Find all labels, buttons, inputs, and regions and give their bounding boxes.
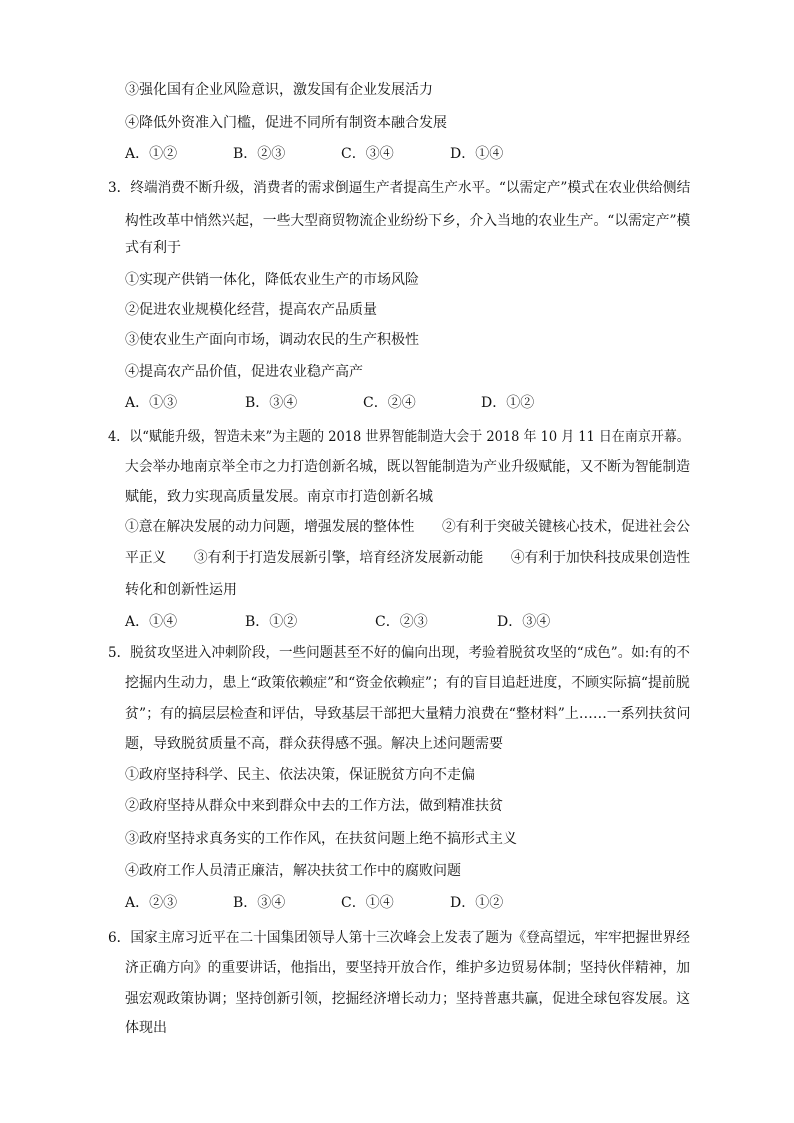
q3-option-4: ④提高农产品价值，促进农业稳产高产 [125, 364, 363, 380]
q4-stem-line-3: 赋能，致力实现高质量发展。南京市打造创新名城 [125, 489, 433, 505]
q3-stem-line-3: 式有利于 [125, 240, 181, 256]
q3-choice-b: B．③④ [245, 395, 298, 411]
q5-choice-c: C．①④ [341, 895, 394, 911]
q2-choice-d: D．①④ [450, 146, 504, 162]
q2-option-3: ③强化国有企业风险意识，激发国有企业发展活力 [125, 82, 433, 98]
q4-option-line-2: 平正义 ③有利于打造发展新引擎，培育经济发展新动能 ④有利于加快科技成果创造性 [125, 550, 690, 566]
q2-choice-a: A．①② [125, 146, 178, 162]
q5-stem-line-4: 题，导致脱贫质量不高，群众获得感不强。解决上述问题需要 [125, 736, 503, 752]
q3-stem-line-1: 3．终端消费不断升级，消费者的需求倒逼生产者提高生产水平。“以需定产”模式在农业供给侧结 [108, 180, 691, 196]
q4-option-line-1: ①意在解决发展的动力问题，增强发展的整体性 ②有利于突破关键核心技术，促进社会公 [125, 519, 690, 535]
q5-option-4: ④政府工作人员清正廉洁，解决扶贫工作中的腐败问题 [125, 863, 461, 879]
q3-option-3: ③使农业生产面向市场，调动农民的生产积极性 [125, 332, 419, 348]
q4-stem-line-1: 4．以“赋能升级，智造未来”为主题的 2018 世界智能制造大会于 2018 年 10 月 11 日在南京开幕。 [108, 429, 690, 445]
q5-stem-line-2: 挖掘内生动力，患上“政策依赖症”和“资金依赖症”；有的盲目追赶进度，不顾实际搞“提前脱 [125, 675, 690, 691]
q3-choice-d: D．①② [481, 395, 535, 411]
q5-option-3: ③政府坚持求真务实的工作作风，在扶贫问题上绝不搞形式主义 [125, 831, 517, 847]
q4-choice-a: A．①④ [125, 614, 178, 630]
q4-choice-b: B．①② [245, 614, 298, 630]
q2-option-4: ④降低外资准入门槛，促进不同所有制资本融合发展 [125, 115, 447, 131]
q5-option-1: ①政府坚持科学、民主、依法决策，保证脱贫方向不走偏 [125, 767, 475, 783]
q6-stem-line-4: 体现出 [125, 1020, 167, 1036]
q5-choice-d: D．①② [450, 895, 504, 911]
q5-choice-a: A．②③ [125, 895, 178, 911]
q5-choice-b: B．③④ [233, 895, 286, 911]
q5-stem-line-1: 5．脱贫攻坚进入冲刺阶段，一些问题甚至不好的偏向出现，考验着脱贫攻坚的“成色”。如:有的不 [108, 645, 690, 661]
q4-stem-line-2: 大会举办地南京举全市之力打造创新名城，既以智能制造为产业升级赋能，又不断为智能制造 [125, 459, 690, 475]
q2-choice-b: B．②③ [233, 146, 286, 162]
q5-stem-line-3: 贫”；有的搞层层检查和评估，导致基层干部把大量精力浪费在“整材料”上……一系列扶贫问 [125, 706, 691, 722]
q3-choice-c: C．②④ [363, 395, 416, 411]
q6-stem-line-3: 强宏观政策协调；坚持创新引领，挖掘经济增长动力；坚持普惠共赢，促进全球包容发展。这 [125, 991, 690, 1007]
q6-stem-line-1: 6．国家主席习近平在二十国集团领导人第十三次峰会上发表了题为《登高望远，牢牢把握世界经 [108, 930, 690, 946]
q2-choice-c: C．③④ [341, 146, 394, 162]
q6-stem-line-2: 济正确方向》的重要讲话，他指出，要坚持开放合作，维护多边贸易体制；坚持伙伴精神，加 [125, 960, 690, 976]
q3-stem-line-2: 构性改革中悄然兴起，一些大型商贸物流企业纷纷下乡，介入当地的农业生产。“以需定产”模 [125, 213, 691, 229]
q4-option-line-3: 转化和创新性运用 [125, 582, 237, 598]
q3-option-1: ①实现产供销一体化，降低农业生产的市场风险 [125, 272, 419, 288]
q5-option-2: ②政府坚持从群众中来到群众中去的工作方法，做到精准扶贫 [125, 798, 503, 814]
q4-choice-c: C．②③ [375, 614, 428, 630]
q3-option-2: ②促进农业规模化经营，提高农产品质量 [125, 302, 377, 318]
q4-choice-d: D．③④ [497, 614, 551, 630]
q3-choice-a: A．①③ [125, 395, 178, 411]
